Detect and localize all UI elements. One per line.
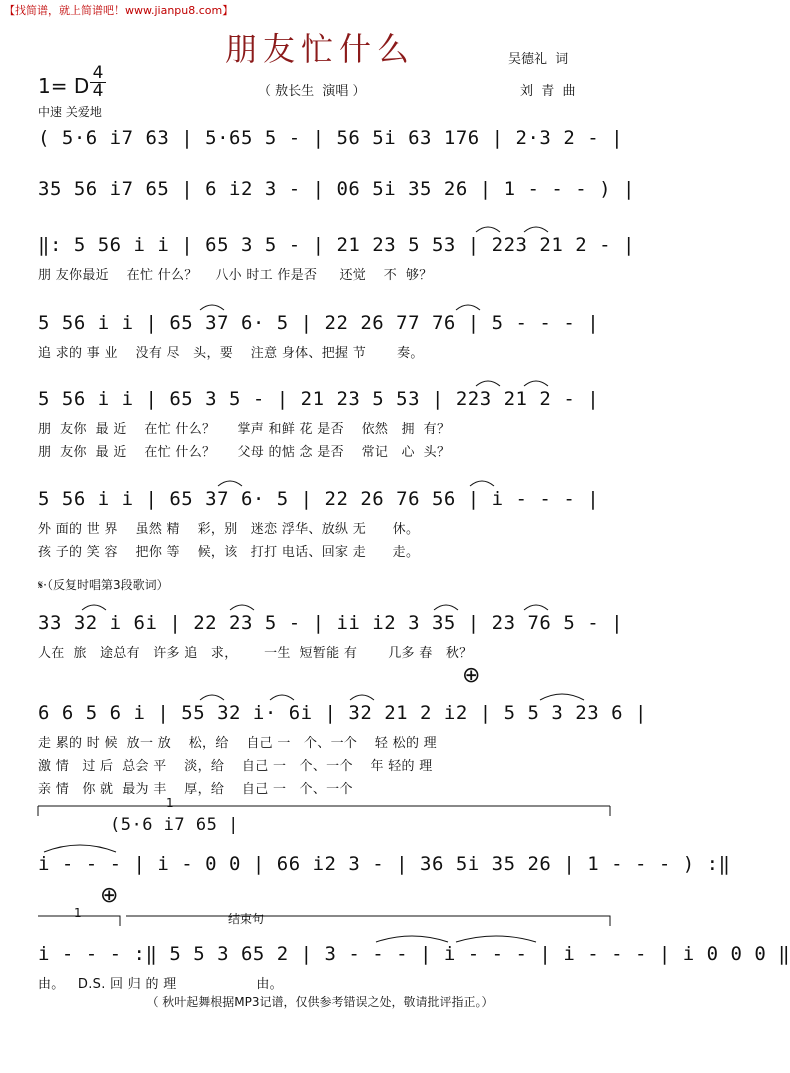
- volta-number: 1: [74, 906, 82, 920]
- tempo-marking: 中速 关爱地: [38, 105, 102, 119]
- coda-icon: ⊕: [462, 663, 481, 688]
- volta-bracket: [38, 916, 120, 926]
- lyric-line: 激 情 过 后 总会 平 淡，给 自己 一 个、一个 年 轻的 理: [38, 759, 433, 774]
- notation-line: ( 5·6 i7 63 | 5·65 5 - | 56 5i 63 176 | 2·3 2 - |: [38, 127, 624, 149]
- slur-mark: [270, 695, 294, 700]
- slur-mark: [230, 605, 254, 610]
- song-title: 朋友忙什么: [224, 30, 415, 68]
- slur-mark: [218, 481, 242, 486]
- tie-mark: [376, 936, 448, 942]
- coda-icon: ⊕: [100, 883, 119, 908]
- slur-mark: [476, 227, 500, 232]
- time-signature-bottom: 4: [92, 81, 104, 101]
- slur-mark: [476, 381, 500, 386]
- ending-label: 结束句: [228, 912, 265, 926]
- volta-bracket: [38, 806, 610, 816]
- notation-line: ‖: 5 56 i i | 65 3 5 - | 21 23 5 53 | 223 21 2 - |: [38, 234, 635, 256]
- notation-line: 33 32 i 6i | 22 23 5 - | ii i2 3 35 | 23 76 5 - |: [38, 612, 624, 634]
- lyric-line: 外 面的 世 界 虽然 精 彩，别 迷恋 浮华、放纵 无 休。: [38, 522, 420, 537]
- volta-number: 1: [166, 796, 174, 810]
- tie-mark: [44, 845, 116, 852]
- slur-mark: [200, 695, 224, 700]
- notation-line: 5 56 i i | 65 37 6· 5 | 22 26 77 76 | 5 - - - |: [38, 312, 600, 334]
- notation-line: 35 56 i7 65 | 6 i2 3 - | 06 5i 35 26 | 1 - - - ) |: [38, 178, 635, 200]
- lyric-line: 孩 子的 笑 容 把你 等 候，该 打打 电话、回家 走 走。: [38, 545, 420, 560]
- composer-credit: 刘 青 曲: [520, 84, 576, 99]
- volta-bracket: [126, 916, 610, 926]
- transcriber-note: （ 秋叶起舞根据MP3记谱，仅供参考错误之处，敬请批评指正。）: [146, 995, 494, 1009]
- slur-mark: [524, 381, 548, 386]
- lyric-line: 亲 情 你 就 最为 丰 厚，给 自己 一 个、一个: [38, 782, 353, 797]
- slur-mark: [350, 695, 374, 700]
- segno-repeat-note: 𝄋·（反复时唱第3段歌词）: [38, 578, 169, 592]
- slur-mark: [540, 694, 584, 700]
- lyric-line: 人在 旅 途总有 许多 追 求， 一生 短暂能 有 几多 春 秋？: [38, 646, 473, 661]
- slur-mark: [200, 305, 224, 310]
- slur-mark: [82, 605, 106, 610]
- lyricist-credit: 吴德礼 词: [508, 52, 569, 67]
- notation-line: i - - - | i - 0 0 | 66 i2 3 - | 36 5i 35 26 | 1 - - - ) :‖: [38, 853, 731, 875]
- notation-line: i - - - :‖ 5 5 3 65 2 | 3 - - - | i - - - | i - - - | i 0 0 0 ‖: [38, 943, 790, 965]
- lyric-line: 走 累的 时 候 放一 放 松，给 自己 一 个、一个 轻 松的 理: [38, 736, 437, 751]
- notation-line: 5 56 i i | 65 37 6· 5 | 22 26 76 56 | i - - - |: [38, 488, 600, 510]
- slur-mark: [524, 227, 548, 232]
- time-signature-top: 4: [92, 63, 104, 83]
- lyric-line: 朋 友你 最 近 在忙 什么？ 掌声 和鲜 花 是否 依然 拥 有？: [38, 422, 451, 437]
- lyric-line: 朋 友你 最 近 在忙 什么？ 父母 的惦 念 是否 常记 心 头？: [38, 445, 451, 460]
- slur-mark: [524, 605, 548, 610]
- slur-mark: [470, 481, 494, 486]
- lyric-line: 朋 友你最近 在忙 什么？ 八小 时工 作是否 还觉 不 够？: [38, 268, 433, 283]
- tie-mark: [456, 936, 536, 942]
- lyric-line: 追 求的 事 业 没有 尽 头，要 注意 身体、把握 节 奏。: [38, 346, 424, 361]
- lyric-line: 由。 D.S. 回 归 的 理 由。: [38, 977, 283, 992]
- notation-line: 5 56 i i | 65 3 5 - | 21 23 5 53 | 223 21 2 - |: [38, 388, 600, 410]
- slur-mark: [434, 605, 458, 610]
- notation-line: 6 6 5 6 i | 55 32 i· 6i | 32 21 2 i2 | 5 5 3 23 6 |: [38, 702, 647, 724]
- performer: （ 敖长生 演唱 ）: [258, 84, 366, 99]
- slur-mark: [456, 305, 480, 310]
- key-signature: 1= D: [38, 74, 90, 98]
- repeat-intro-notes: (5·6 i7 65 |: [110, 815, 239, 835]
- site-banner: 【找简谱，就上简谱吧！www.jianpu8.com】: [4, 4, 234, 17]
